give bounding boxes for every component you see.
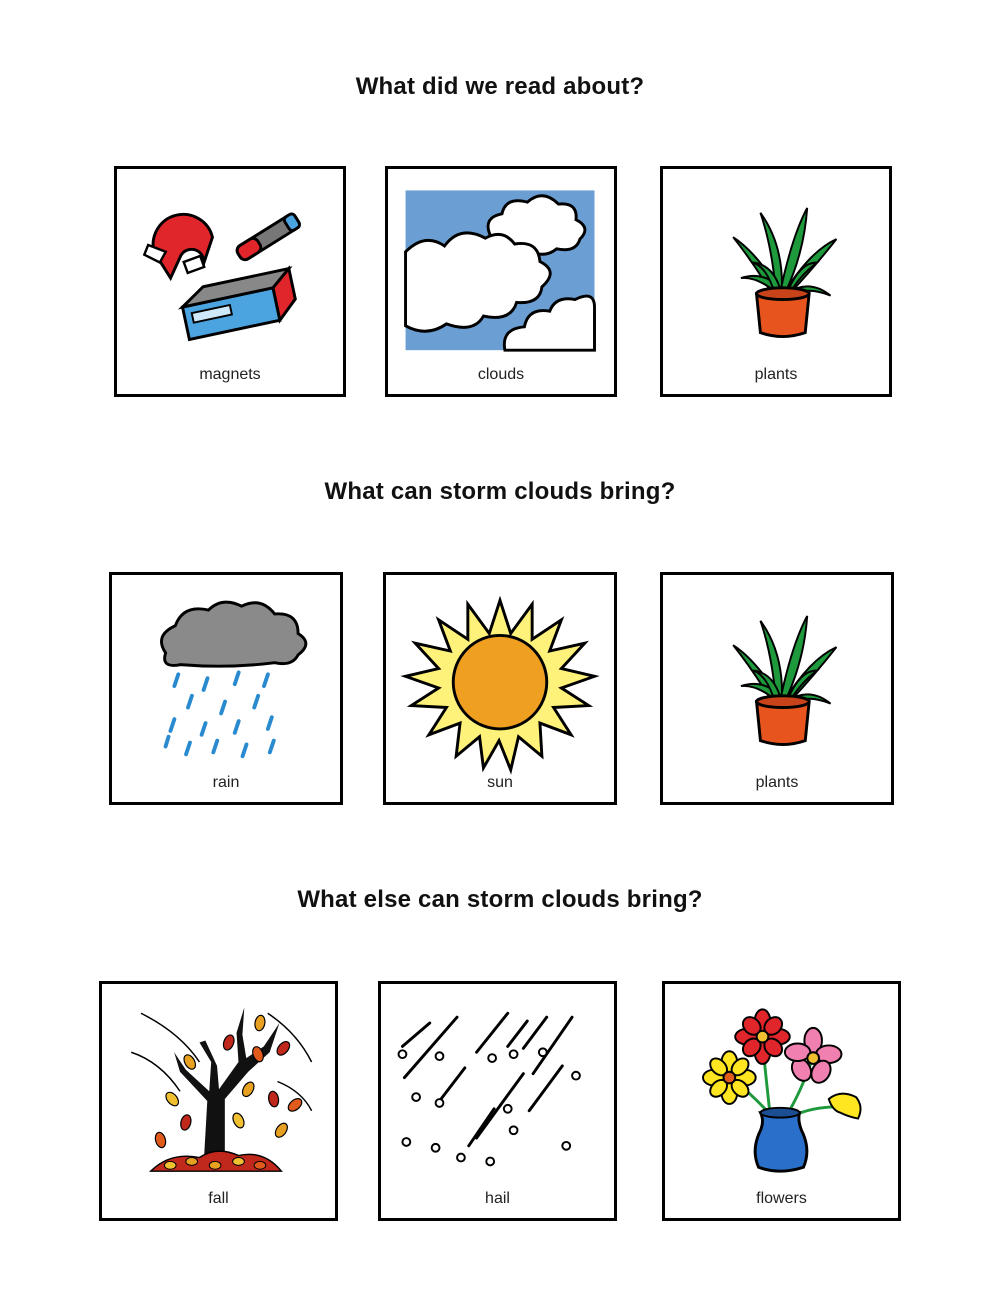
card-sun[interactable] <box>383 572 617 805</box>
clouds-icon <box>388 169 614 394</box>
card-fall[interactable] <box>99 981 338 1221</box>
card-label: plants <box>755 774 799 791</box>
card-plants-2[interactable] <box>660 572 894 805</box>
card-clouds[interactable] <box>385 166 617 397</box>
card-label: flowers <box>756 1190 807 1207</box>
card-label: hail <box>485 1190 510 1207</box>
card-plants[interactable] <box>660 166 892 397</box>
rain-icon <box>112 575 340 802</box>
card-label: magnets <box>199 366 261 383</box>
question-3-title: What else can storm clouds bring? <box>297 886 703 913</box>
card-label: plants <box>754 366 798 383</box>
card-label: sun <box>487 774 513 791</box>
sun-icon <box>386 575 614 802</box>
card-flowers[interactable] <box>662 981 901 1221</box>
flowers-icon <box>665 984 898 1218</box>
fall-tree-icon <box>102 984 335 1218</box>
card-hail[interactable] <box>378 981 617 1221</box>
hail-icon <box>381 984 614 1218</box>
card-magnets[interactable] <box>114 166 346 397</box>
plant-icon <box>663 169 889 394</box>
question-2-title: What can storm clouds bring? <box>324 478 676 505</box>
plant-icon <box>663 575 891 802</box>
card-label: fall <box>208 1190 229 1207</box>
magnets-icon <box>117 169 343 394</box>
card-rain[interactable] <box>109 572 343 805</box>
card-label: rain <box>212 774 240 791</box>
card-label: clouds <box>477 366 525 383</box>
question-1-title: What did we read about? <box>355 73 645 100</box>
